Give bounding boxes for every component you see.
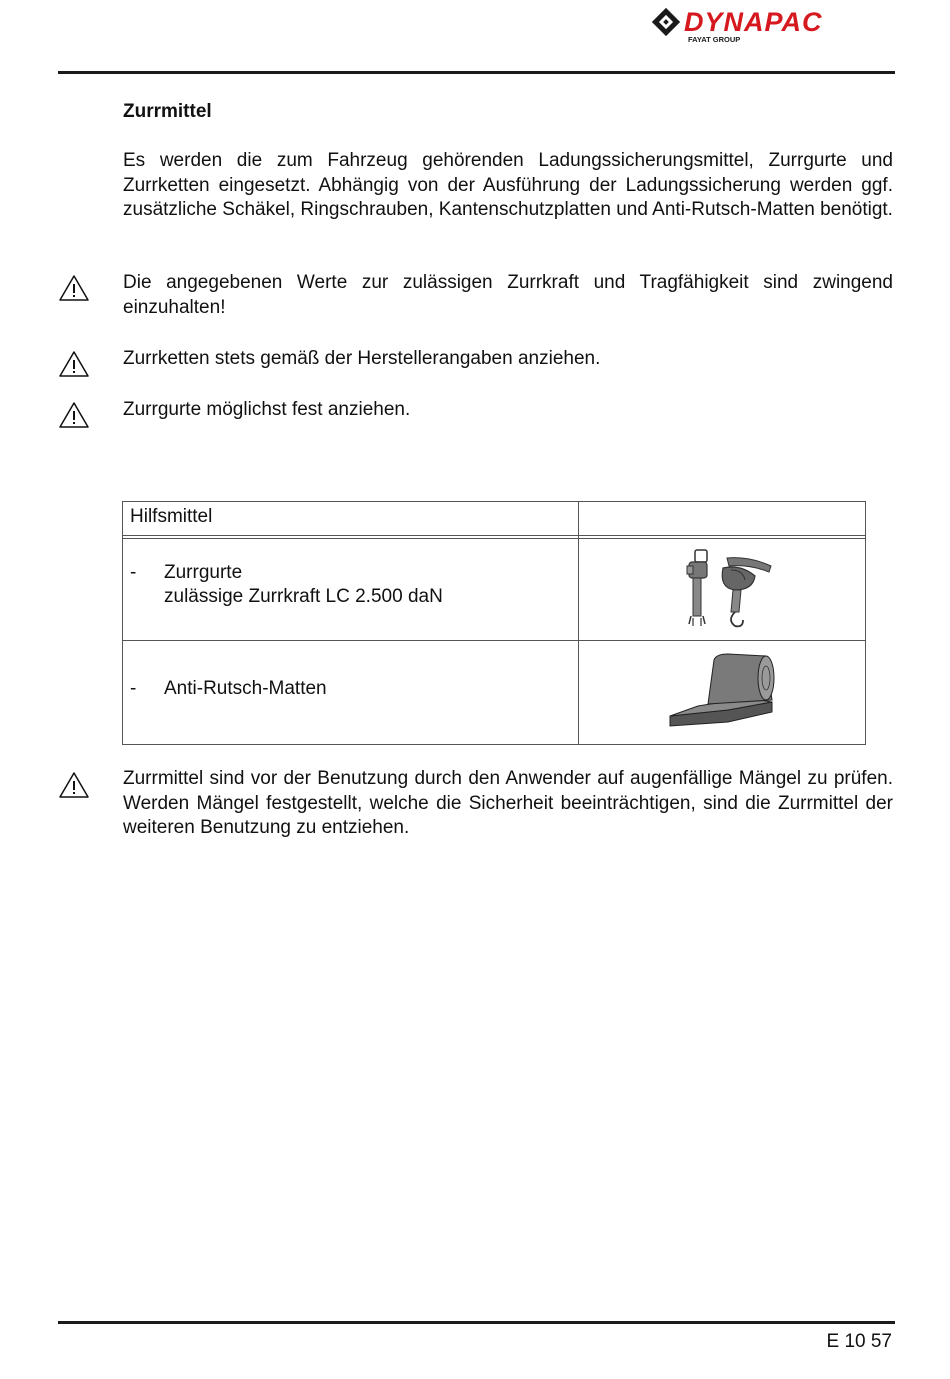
warning-text: Zurrketten stets gemäß der Herstellerangaben anziehen. — [123, 348, 601, 369]
table-row-detail: zulässige Zurrkraft LC 2.500 daN — [164, 586, 443, 607]
lashing-strap-icon — [683, 546, 773, 630]
warning-text: Zurrgurte möglichst fest anziehen. — [123, 399, 411, 420]
table-row-item: Anti-Rutsch-Matten — [164, 678, 327, 699]
warning-icon — [57, 400, 91, 430]
table-row-dash: - — [130, 678, 137, 699]
warning-text: Die angegebenen Werte zur zulässigen Zurrkraft und Tragfähigkeit sind zwingend einzuhalten! — [123, 272, 893, 318]
warning-icon — [57, 770, 91, 800]
table-row-dash: - — [130, 562, 137, 583]
section-title: Zurrmittel — [123, 101, 212, 122]
warning-icon — [57, 349, 91, 379]
aids-table — [122, 501, 866, 745]
page-number: E 10 57 — [826, 1331, 892, 1352]
table-header-rule — [123, 538, 865, 539]
table-header-rule — [123, 535, 865, 536]
header-rule — [58, 71, 895, 74]
warning-icon — [57, 273, 91, 303]
intro-paragraph: Es werden die zum Fahrzeug gehörenden Ladungssicherungsmittel, Zurrgurte und Zurrketten eingesetzt. Abhängig von der Ausführung der Ladungssicherung werden ggf. zusätzliche Schäkel, Ringschrauben, Kantenschutzplatten und Anti-Rutsch-Matten benötigt. — [123, 150, 893, 220]
table-header-label: Hilfsmittel — [130, 506, 213, 527]
logo-wordmark: DYNAPAC — [684, 7, 823, 37]
table-row-item: Zurrgurte — [164, 562, 243, 583]
footer-rule — [58, 1321, 895, 1324]
table-row-divider — [123, 640, 865, 641]
anti-slip-mat-roll-icon — [668, 652, 780, 728]
logo-subtext: FAYAT GROUP — [688, 35, 741, 44]
warning-text: Zurrmittel sind vor der Benutzung durch den Anwender auf augenfällige Mängel zu prüfen. Werden Mängel festgestellt, welche die Sicherheit beeinträchtigen, sind die Zurrmittel der weiteren Benutzung zu entziehen. — [123, 768, 893, 838]
dynapac-diamond-icon — [652, 8, 680, 36]
dynapac-logo — [652, 6, 898, 46]
